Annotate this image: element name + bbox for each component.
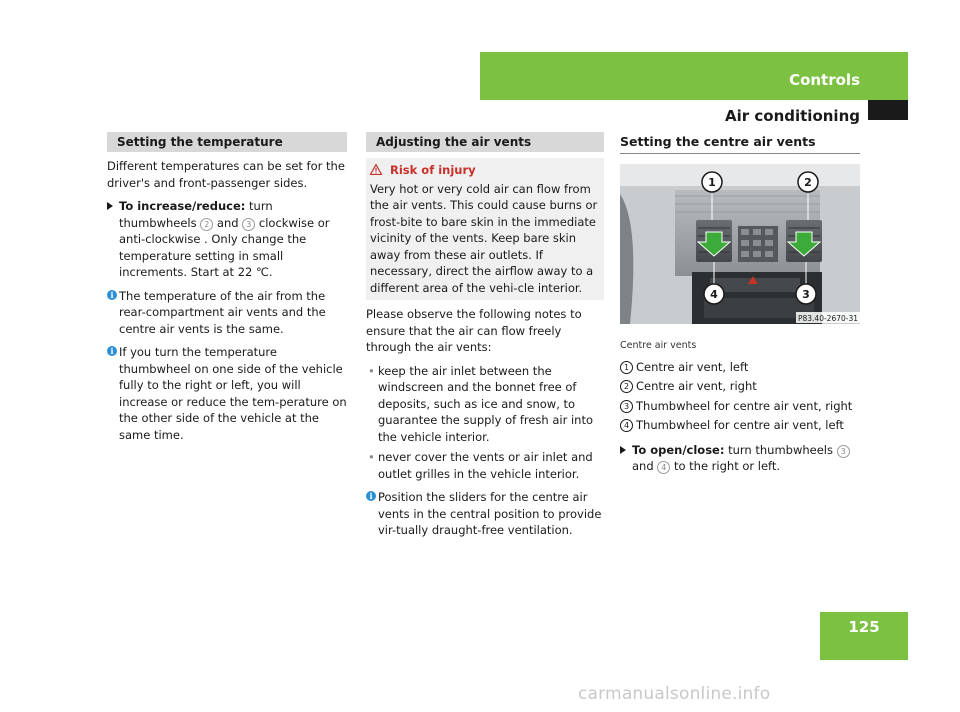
info-note bbox=[107, 344, 347, 443]
photo-label-2: 2 bbox=[804, 175, 812, 189]
list-item bbox=[366, 449, 604, 482]
instruction-step bbox=[620, 442, 860, 475]
step-label: To increase/reduce: bbox=[119, 199, 246, 213]
list-item-text: keep the air inlet between the windscreen and the bonnet free of deposits, such as ice and snow, to guarantee the supply of fresh air into the vehicle interior. bbox=[378, 363, 594, 444]
photo-caption: Centre air vents bbox=[620, 340, 697, 351]
section-heading: Setting the temperature bbox=[107, 132, 347, 152]
ref-number: 4 bbox=[657, 461, 670, 474]
ref-number: 2 bbox=[200, 218, 213, 231]
info-icon: i bbox=[107, 346, 117, 356]
ref-number: 4 bbox=[620, 419, 633, 432]
step-text: turn thumbwheels bbox=[119, 199, 273, 230]
step-text: clockwise or anti-clockwise . Only change the temperature setting in small increments. Start at 22 ℃. bbox=[119, 215, 330, 279]
dashboard-vents-photo bbox=[620, 164, 860, 324]
photo-label-4: 4 bbox=[710, 287, 718, 301]
section-heading: Setting the centre air vents bbox=[620, 132, 860, 154]
paragraph: Please observe the following notes to ensure that the air can flow freely through the air vents: bbox=[366, 307, 582, 354]
legend-text: Thumbwheel for centre air vent, right bbox=[636, 398, 853, 413]
arrow-icon bbox=[107, 202, 113, 210]
photo-code: P83.40-2670-31 bbox=[797, 313, 859, 323]
info-text: The temperature of the air from the rear-compartment air vents and the centre air vents is the same. bbox=[119, 288, 326, 336]
legend-item bbox=[620, 378, 860, 395]
legend-item bbox=[620, 398, 860, 415]
info-text: If you turn the temperature thumbwheel on one side of the vehicle fully to the right or left, you will increase or reduce the tem-perature on the other side of the vehicle at the same time. bbox=[119, 345, 347, 442]
column-air-vents bbox=[366, 132, 604, 546]
arrow-icon bbox=[620, 446, 626, 454]
ref-number: 3 bbox=[620, 400, 633, 413]
info-note bbox=[107, 288, 347, 338]
list-item-text: never cover the vents or air inlet and outlet grilles in the vehicle interior. bbox=[378, 450, 593, 481]
section-heading: Adjusting the air vents bbox=[366, 132, 604, 152]
ref-number: 1 bbox=[620, 361, 633, 374]
instruction-step bbox=[107, 198, 347, 281]
chapter-marker bbox=[868, 100, 908, 120]
ref-number: 3 bbox=[242, 218, 255, 231]
step-text: to the right or left. bbox=[670, 459, 781, 473]
photo-label-3: 3 bbox=[802, 287, 810, 301]
step-label: To open/close: bbox=[632, 442, 725, 457]
ref-number: 2 bbox=[620, 380, 633, 393]
bullet-icon: • bbox=[368, 363, 375, 378]
step-text: and bbox=[632, 459, 658, 473]
legend-text: Centre air vent, right bbox=[636, 379, 757, 393]
warning-box bbox=[366, 158, 604, 300]
legend-text: Centre air vent, left bbox=[636, 359, 749, 374]
legend-item bbox=[620, 359, 860, 376]
info-icon: i bbox=[366, 491, 376, 501]
warning-title bbox=[370, 162, 600, 179]
warning-triangle-icon bbox=[370, 164, 382, 175]
paragraph: Different temperatures can be set for the driver's and front-passenger sides. bbox=[107, 159, 345, 190]
column-centre-vents bbox=[620, 132, 860, 482]
info-note bbox=[366, 489, 604, 539]
watermark: carmanualsonline.info bbox=[578, 684, 771, 704]
list-item bbox=[366, 363, 604, 446]
legend-item bbox=[620, 417, 860, 434]
info-text: Position the sliders for the centre air vents in the central position to provide vir-tually draught-free ventilation. bbox=[378, 490, 602, 537]
chapter-title: Air conditioning bbox=[725, 107, 860, 125]
step-text: and bbox=[213, 215, 243, 230]
step-text: turn thumbwheels bbox=[724, 442, 837, 457]
column-temperature bbox=[107, 132, 347, 450]
info-icon: i bbox=[107, 290, 117, 300]
ref-number: 3 bbox=[837, 445, 850, 458]
section-label: Controls bbox=[789, 71, 860, 89]
legend-text: Thumbwheel for centre air vent, left bbox=[636, 418, 844, 432]
photo-label-1: 1 bbox=[708, 175, 716, 189]
page-number: 125 bbox=[848, 618, 880, 636]
warning-title-text: Risk of injury bbox=[390, 163, 476, 177]
bullet-icon: • bbox=[368, 450, 375, 464]
warning-text: Very hot or very cold air can flow from the air vents. This could cause burns or frost-bite to bare skin in the immediate vicinity of the vents. Keep bare skin away from these air outlets. If necessary, direct the airflow away to a different area of the vehi-cle interior. bbox=[370, 181, 598, 295]
